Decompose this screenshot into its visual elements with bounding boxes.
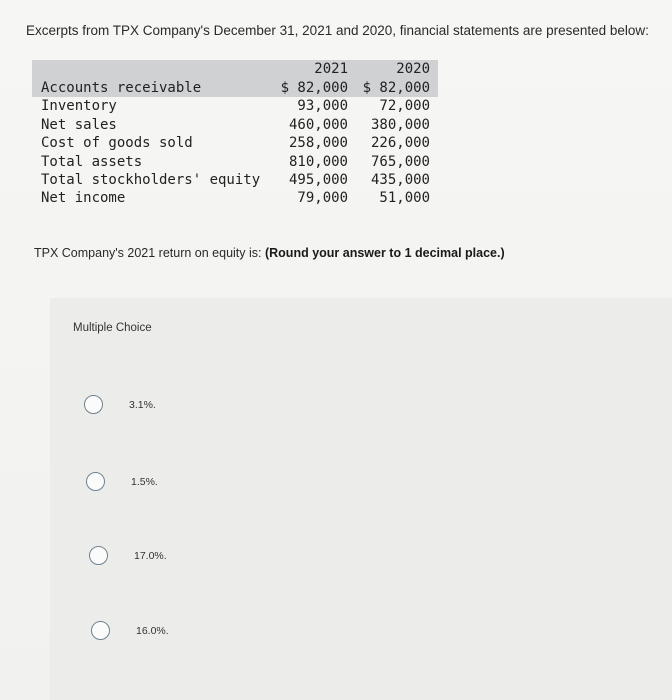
financial-statement-table <box>32 60 438 208</box>
value-2021: 495,000 <box>288 172 348 189</box>
choice-label: 16.0%. <box>136 624 169 637</box>
radio-button[interactable] <box>89 546 108 565</box>
row-label: Net income <box>41 190 126 207</box>
row-label: Accounts receivable <box>32 79 276 97</box>
row-label: Total assets <box>41 153 143 170</box>
multiple-choice-title: Multiple Choice <box>73 322 152 334</box>
value-2021: 79,000 <box>297 190 348 207</box>
choice-option-2[interactable] <box>86 472 158 491</box>
value-2021: $ 82,000 <box>276 79 348 97</box>
value-2021: 93,000 <box>297 98 348 115</box>
radio-button[interactable] <box>86 472 105 491</box>
table-row <box>32 153 438 171</box>
value-2021: 460,000 <box>288 116 348 133</box>
table-row <box>32 116 438 134</box>
value-2020: 72,000 <box>379 98 430 115</box>
question-text <box>34 246 505 260</box>
radio-button[interactable] <box>91 621 110 640</box>
choice-option-3[interactable] <box>89 546 167 565</box>
choice-option-1[interactable] <box>84 395 156 414</box>
rounding-instruction: (Round your answer to 1 decimal place.) <box>264 246 505 260</box>
row-label: Net sales <box>41 116 117 133</box>
value-2020: 51,000 <box>379 190 430 207</box>
row-label: Cost of goods sold <box>41 135 193 152</box>
question-prompt: TPX Company's 2021 return on equity is: <box>34 246 265 260</box>
header-2021: 2021 <box>314 61 348 77</box>
value-2020: 435,000 <box>370 172 430 189</box>
value-2020: 380,000 <box>370 116 430 133</box>
value-2021: 810,000 <box>288 153 348 170</box>
table-row <box>32 189 438 207</box>
table-row <box>32 79 438 97</box>
multiple-choice-panel <box>50 298 672 700</box>
header-label-cell <box>32 60 276 79</box>
choice-option-4[interactable] <box>91 621 169 640</box>
value-2020: 226,000 <box>370 135 430 152</box>
row-label: Total stockholders' equity <box>41 172 261 189</box>
intro-text: Excerpts from TPX Company's December 31, 2021 and 2020, financial statements are presented below: <box>26 23 649 38</box>
choice-label: 17.0%. <box>134 549 167 562</box>
table-row <box>32 171 438 189</box>
table-row <box>32 134 438 152</box>
choice-label: 1.5%. <box>131 475 158 488</box>
value-2020: $ 82,000 <box>348 79 438 97</box>
value-2020: 765,000 <box>370 153 430 170</box>
row-label: Inventory <box>41 98 117 115</box>
choice-label: 3.1%. <box>129 398 156 411</box>
table-row <box>32 97 438 115</box>
value-2021: 258,000 <box>288 135 348 152</box>
table-header-row <box>32 60 438 79</box>
radio-button[interactable] <box>84 395 103 414</box>
header-2020: 2020 <box>396 61 430 77</box>
